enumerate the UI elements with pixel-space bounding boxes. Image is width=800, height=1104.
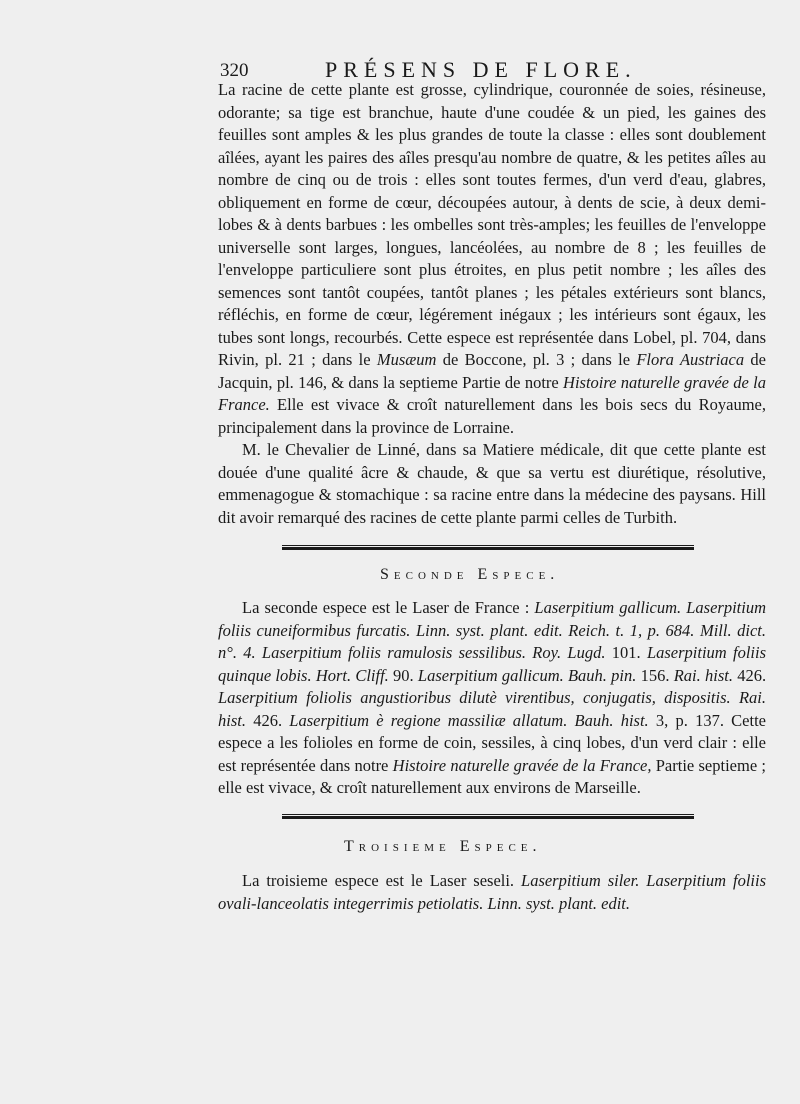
- italic-span: Laserpitium siler. Laserpitium foliis ovali-lanceolatis integerrimis petiolatis. Linn. syst. plant. edit.: [218, 871, 766, 913]
- paragraph-linne: M. le Chevalier de Linné, dans sa Matiere médicale, dit que cette plante est douée d'une qualité âcre & chaude, & que sa vertu est diurétique, résolutive, emmenagogue & stomachique : sa racine entre dans la médecine des paysans. Hill dit avoir remarqué des racines de cette plante parmi celles de Turbith.: [218, 440, 766, 527]
- italic-span: Musæum: [376, 350, 437, 369]
- third-species-text: [218, 870, 766, 915]
- page-number: 320: [220, 60, 249, 81]
- section-heading-third: Troisieme Espece.: [344, 838, 542, 855]
- paragraph-root-description: [218, 79, 766, 439]
- text-span: Partie septieme ; elle est vivace, & croît naturellement aux environs de Marseille.: [218, 755, 766, 797]
- running-head: PRÉSENS DE FLORE.: [325, 57, 637, 82]
- italic-span: Laserpitium foliolis angustioribus dilutè virentibus, conjugatis, dispositis. Rai. hist.: [218, 688, 766, 730]
- italic-span: Histoire naturelle gravée de la France,: [392, 755, 652, 775]
- text-span: Elle est vivace & croît naturellement dans les bois secs du Royaume, principalement dans la province de Lorraine.: [218, 395, 767, 437]
- first-species-text: [218, 79, 766, 529]
- section-divider: [282, 545, 694, 550]
- italic-span: Laserpitium foliis quinque lobis. Hort. Cliff.: [218, 643, 766, 685]
- text-span: La seconde espece est le Laser de France :: [242, 598, 530, 617]
- text-span: 3, p. 137. Cette espece a les folioles en forme de coin, sessiles, à cinq lobes, d'un verd clair : elle est représentée dans notre: [218, 710, 767, 775]
- second-species-text: [218, 597, 766, 800]
- italic-span: Laserpitium è regione massiliæ allatum. Bauh. hist.: [289, 710, 649, 730]
- text-span: 101.: [611, 643, 641, 662]
- section-heading-second: Seconde Espece.: [380, 566, 560, 583]
- italic-span: Flora Austriaca: [636, 350, 745, 369]
- text-span: La racine de cette plante est grosse, cylindrique, couronnée de soies, résineuse, odorante; sa tige est branchue, haute d'une coudée & un pied, les gaines des feuilles sont amples & les plus grandes de toute la classe : elles sont doublement aîlées, ayant les paires des aîles presqu'au nombre de quatre, & les petites aîles au nombre de cinq ou de trois : elles sont toutes fermes, d'un verd d'eau, glabres, obliquement en forme de cœur, découpées autour, à dents de scie, à deux demi-lobes & à dents barbues : les ombelles sont très-amples; les feuilles de l'enveloppe universelle sont larges, longues, lancéolées, au nombre de 8 ; les feuilles de l'enveloppe particuliere sont plus étroites, en plus petit nombre ; les aîles des semences sont tantôt coupées, tantôt planes ; les pétales extérieurs sont blancs, réfléchis, en forme de cœur, légérement inégaux ; les intérieurs sont égaux, les tubes sont longs, recourbés. Cette espece est représentée dans Lobel, pl. 704, dans Rivin, pl. 21 ; dans le: [218, 80, 766, 369]
- text-span: 426.: [253, 710, 283, 730]
- section-divider: [282, 814, 694, 819]
- text-span: La troisieme espece est le Laser seseli.: [242, 871, 515, 890]
- text-span: 90.: [393, 665, 414, 685]
- italic-span: Laserpitium gallicum. Bauh. pin.: [417, 665, 637, 685]
- text-span: de Boccone, pl. 3 ; dans le: [442, 350, 631, 369]
- text-span: 426.: [737, 665, 767, 685]
- italic-span: Laserpitium gallicum. Laserpitium foliis cuneiformibus furcatis. Linn. syst. plant. edit. Reich. t. 1, p. 684. Mill. dict. n°. 4. Laserpitium foliis ramulosis sessilibus. Roy. Lugd.: [218, 598, 767, 662]
- text-span: 156.: [640, 665, 670, 685]
- text-span: de Jacquin, pl. 146, & dans la septieme Partie de notre: [218, 350, 766, 392]
- italic-span: Histoire naturelle gravée de la France.: [218, 372, 766, 414]
- italic-span: Rai. hist.: [673, 665, 733, 685]
